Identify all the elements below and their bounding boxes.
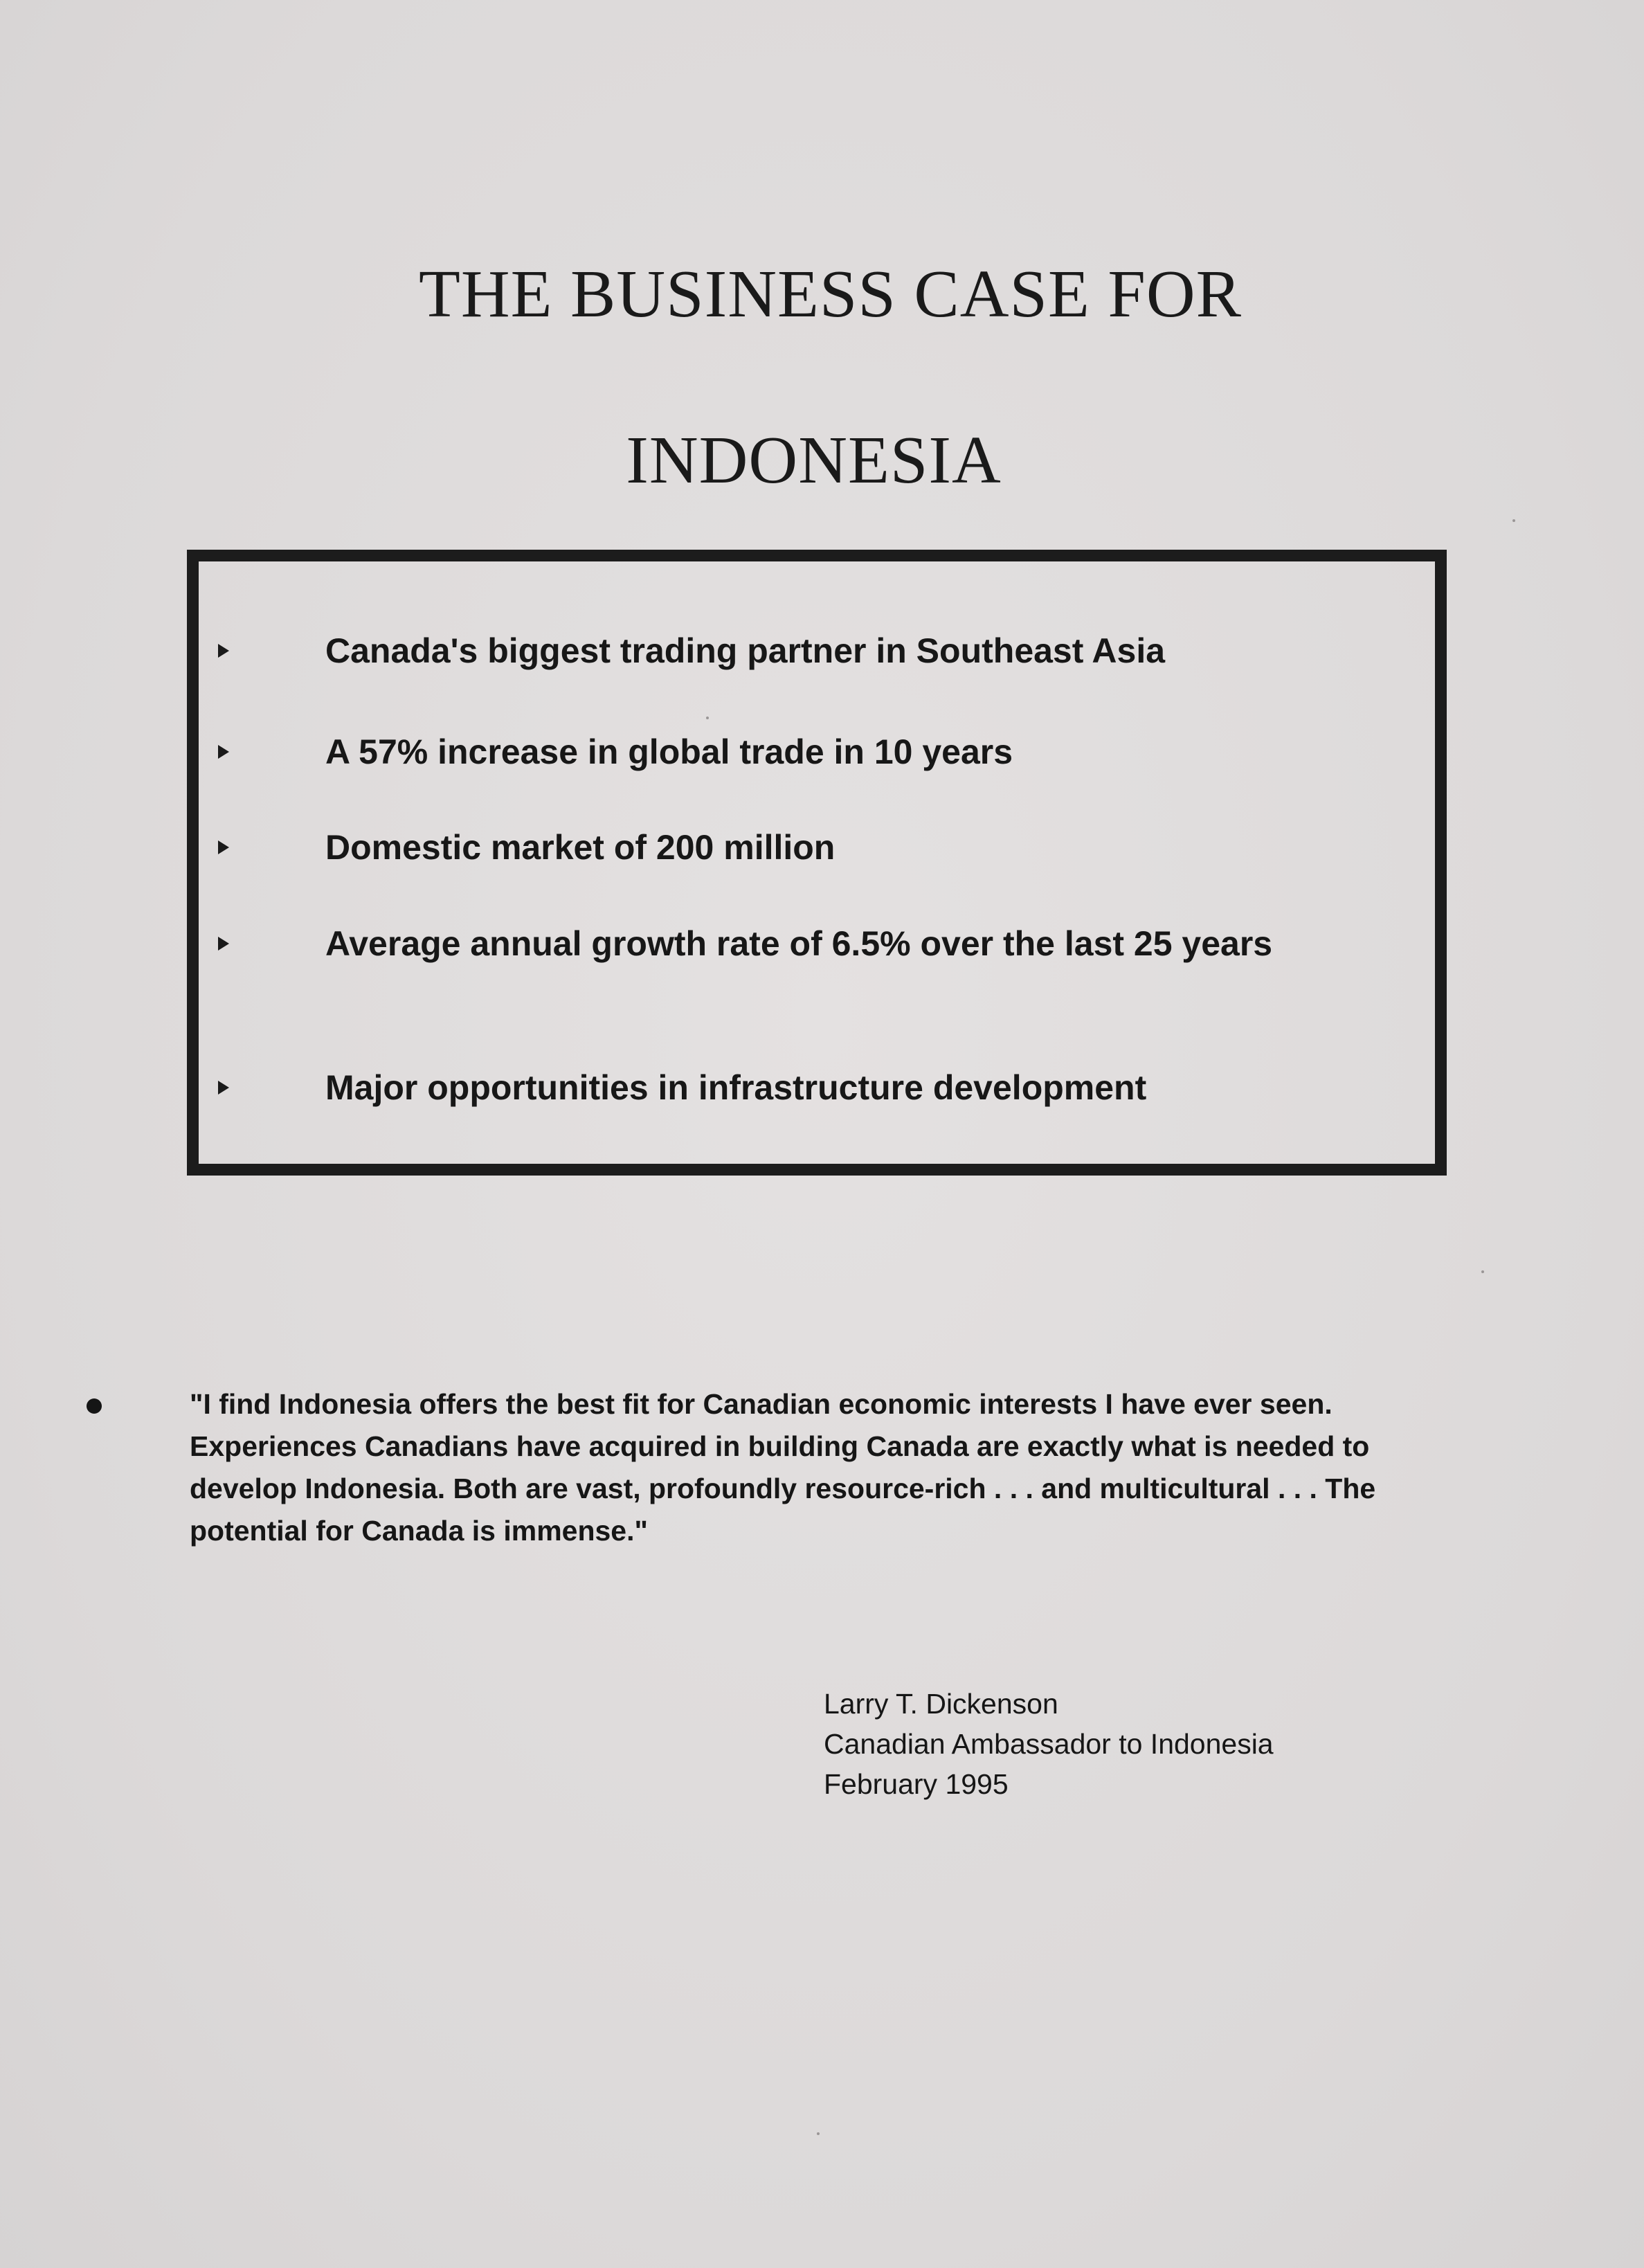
highlight-text: Average annual growth rate of 6.5% over the last 25 years <box>325 924 1273 963</box>
highlight-item <box>218 822 1364 873</box>
highlight-item <box>218 919 1364 969</box>
paper-speck <box>1481 1270 1484 1273</box>
arrow-bullet-icon <box>218 1063 325 1113</box>
bullet-dot-icon <box>87 1398 102 1414</box>
highlight-item <box>218 727 1364 777</box>
attribution-date: February 1995 <box>824 1768 1009 1800</box>
highlight-item <box>218 1063 1364 1113</box>
document-title-line-1: THE BUSINESS CASE FOR <box>418 257 1243 332</box>
highlight-text: A 57% increase in global trade in 10 years <box>325 732 1013 771</box>
arrow-bullet-icon <box>218 727 325 777</box>
arrow-bullet-icon <box>218 822 325 873</box>
quote-attribution <box>824 1684 1274 1804</box>
highlight-item <box>218 626 1364 676</box>
arrow-bullet-icon <box>218 919 325 969</box>
highlight-text: Major opportunities in infrastructure development <box>325 1068 1147 1107</box>
highlight-text: Domestic market of 200 million <box>325 828 835 867</box>
ambassador-quote: "I find Indonesia offers the best fit for Canadian economic interests I have ever seen. Experiences Canadians have acquired in building Canada are exactly what is needed to develop Indonesia. Both are vast, profoundly resource-rich . . . and multicultural . . . The potential for Canada is immense." <box>190 1388 1376 1547</box>
paper-speck <box>706 717 709 719</box>
paper-speck <box>1512 519 1515 522</box>
attribution-role: Canadian Ambassador to Indonesia <box>824 1728 1274 1760</box>
arrow-bullet-icon <box>218 626 325 676</box>
attribution-name: Larry T. Dickenson <box>824 1688 1058 1720</box>
highlight-text: Canada's biggest trading partner in Southeast Asia <box>325 631 1166 670</box>
paper-speck <box>817 2132 820 2135</box>
document-title-line-2: INDONESIA <box>626 423 1002 498</box>
